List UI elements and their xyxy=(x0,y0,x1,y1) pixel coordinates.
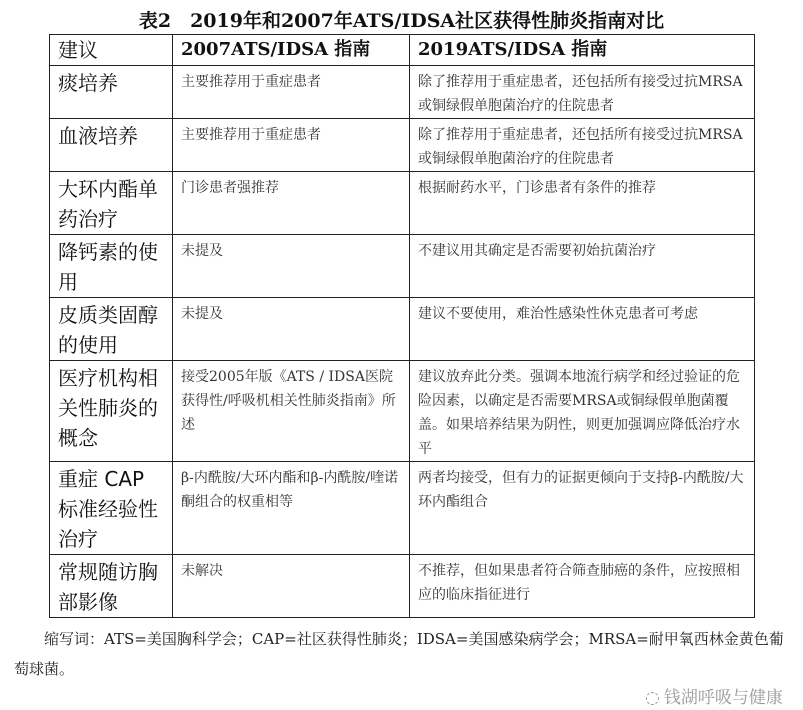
row-2019: 不推荐，但如果患者符合筛查肺癌的条件，应按照相应的临床指征进行 xyxy=(410,555,755,618)
row-2019: 根据耐药水平，门诊患者有条件的推荐 xyxy=(410,172,755,235)
table-row xyxy=(50,172,755,235)
table-row xyxy=(50,462,755,555)
row-2007: 未提及 xyxy=(173,298,410,361)
row-2007: 未提及 xyxy=(173,235,410,298)
row-2019: 除了推荐用于重症患者，还包括所有接受过抗MRSA或铜绿假单胞菌治疗的住院患者 xyxy=(410,66,755,119)
row-item: 降钙素的使用 xyxy=(50,235,173,298)
row-2007: 主要推荐用于重症患者 xyxy=(173,119,410,172)
row-2019: 两者均接受，但有力的证据更倾向于支持β-内酰胺/大环内酯组合 xyxy=(410,462,755,555)
table-title: 表2 2019年和2007年ATS/IDSA社区获得性肺炎指南对比 xyxy=(138,10,665,32)
row-2007: 主要推荐用于重症患者 xyxy=(173,66,410,119)
table-row xyxy=(50,235,755,298)
table-header-row xyxy=(50,35,755,66)
row-2007: 未解决 xyxy=(173,555,410,618)
header-2007: 2007ATS/IDSA 指南 xyxy=(173,35,410,66)
row-2019: 建议放弃此分类。强调本地流行病学和经过验证的危险因素，以确定是否需要MRSA或铜绿假单胞菌覆盖。如果培养结果为阴性，则更加强调应降低治疗水平 xyxy=(410,361,755,462)
row-item: 大环内酯单药治疗 xyxy=(50,172,173,235)
row-2019: 建议不要使用，难治性感染性休克患者可考虑 xyxy=(410,298,755,361)
row-item: 医疗机构相关性肺炎的概念 xyxy=(50,361,173,462)
row-2007: 接受2005年版《ATS / IDSA医院获得性/呼吸机相关性肺炎指南》所述 xyxy=(173,361,410,462)
footnote: 缩写词：ATS=美国胸科学会；CAP=社区获得性肺炎；IDSA=美国感染病学会；MRSA=耐甲氧西林金黄色葡萄球菌。 xyxy=(14,630,784,678)
wechat-icon: ◌ xyxy=(645,688,660,708)
table-row xyxy=(50,555,755,618)
header-recommendation: 建议 xyxy=(50,35,173,66)
watermark-text: 钱湖呼吸与健康 xyxy=(663,688,783,708)
row-2019: 除了推荐用于重症患者，还包括所有接受过抗MRSA或铜绿假单胞菌治疗的住院患者 xyxy=(410,119,755,172)
watermark xyxy=(0,686,803,710)
table-row xyxy=(50,298,755,361)
row-2019: 不建议用其确定是否需要初始抗菌治疗 xyxy=(410,235,755,298)
row-item: 血液培养 xyxy=(50,119,173,172)
row-item: 痰培养 xyxy=(50,66,173,119)
row-2007: 门诊患者强推荐 xyxy=(173,172,410,235)
table-row xyxy=(50,361,755,462)
table-row xyxy=(50,66,755,119)
comparison-table xyxy=(49,34,755,618)
table-row xyxy=(50,119,755,172)
row-item: 皮质类固醇的使用 xyxy=(50,298,173,361)
row-item: 重症 CAP 标准经验性治疗 xyxy=(50,462,173,555)
header-2019: 2019ATS/IDSA 指南 xyxy=(410,35,755,66)
row-2007: β-内酰胺/大环内酯和β-内酰胺/喹诺酮组合的权重相等 xyxy=(173,462,410,555)
row-item: 常规随访胸部影像 xyxy=(50,555,173,618)
